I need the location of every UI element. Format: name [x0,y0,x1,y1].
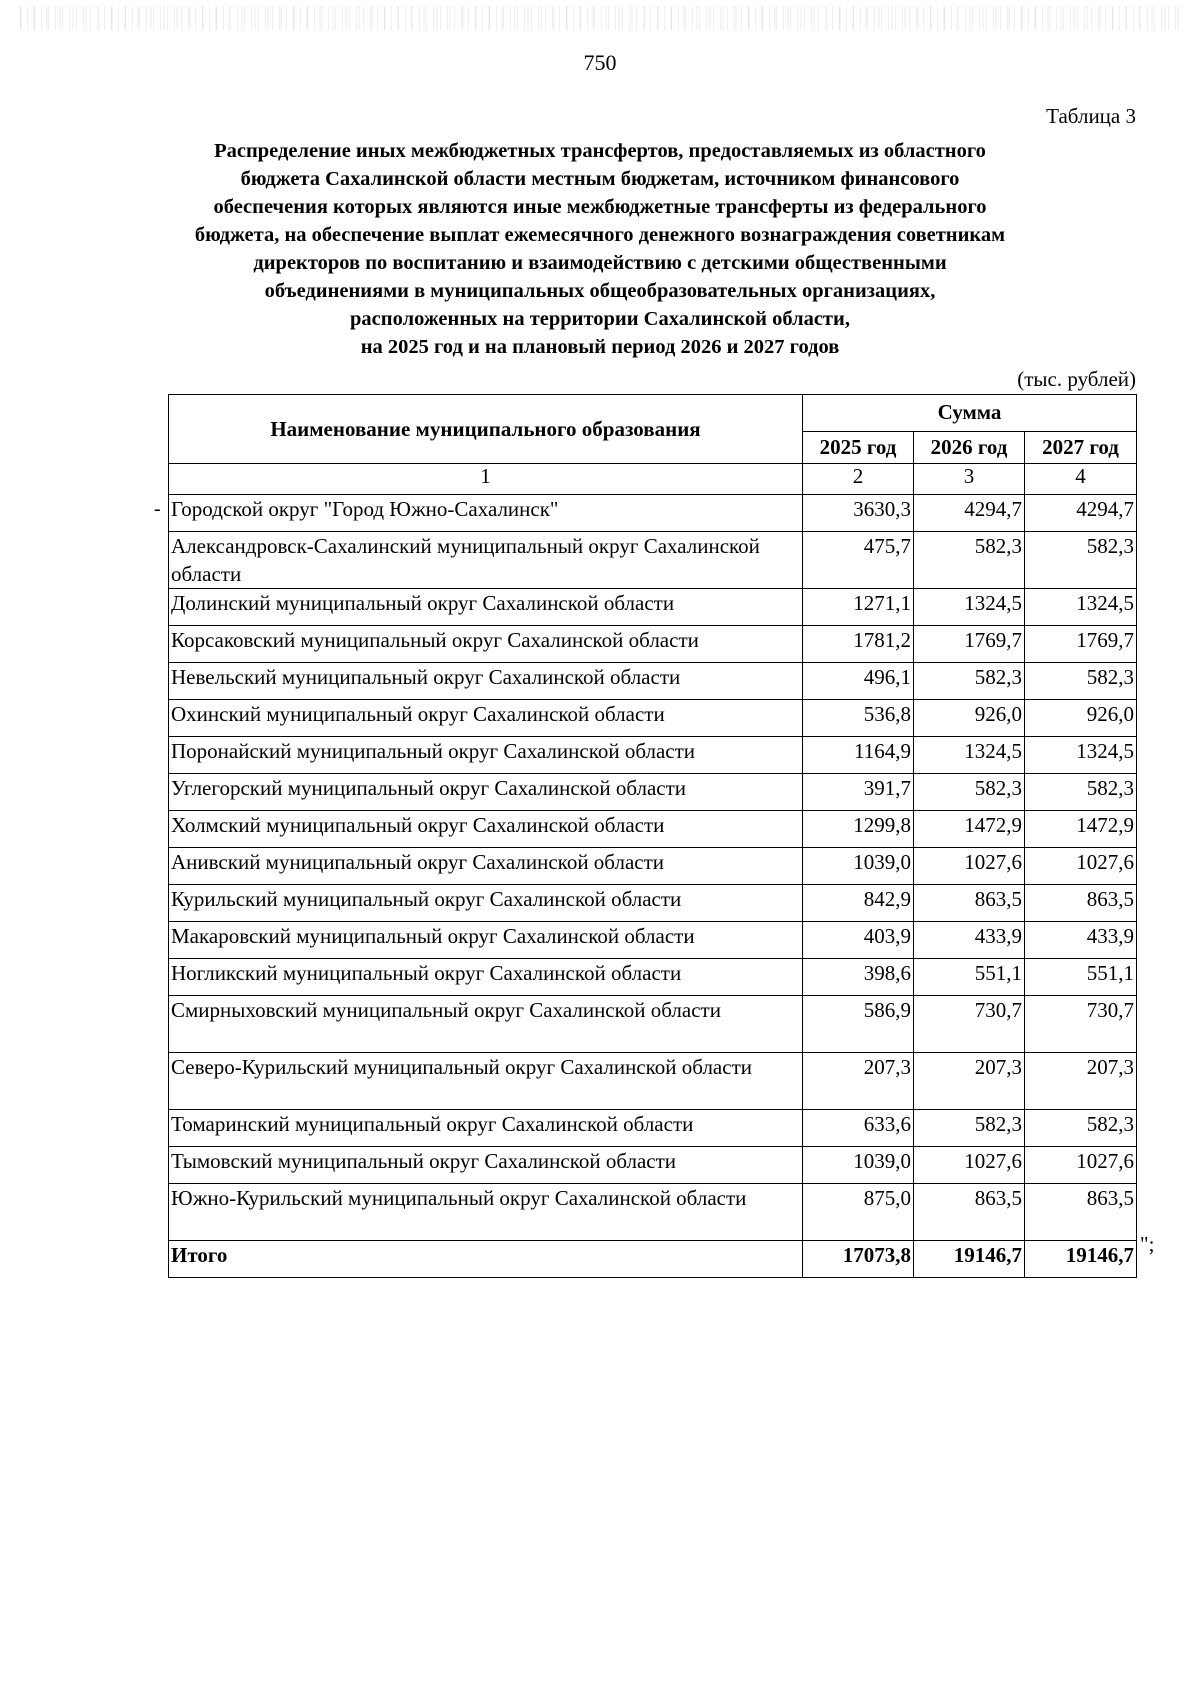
header-municipality: Наименование муниципального образования [169,395,803,464]
total-2025: 17073,8 [803,1241,914,1278]
table-row [169,737,1137,774]
municipality-name: Тымовский муниципальный округ Сахалинской области [169,1147,803,1184]
column-number: 4 [1025,464,1137,495]
title-line: на 2025 год и на плановый период 2026 и 2027 годов [360,336,840,358]
title-line: расположенных на территории Сахалинской области, [350,308,850,330]
units-label: (тыс. рублей) [1017,367,1136,391]
table-row [169,1110,1137,1147]
value-2027: 551,1 [1025,959,1137,996]
municipality-name: Анивский муниципальный округ Сахалинской области [169,848,803,885]
value-2027: 4294,7 [1025,495,1137,532]
title-line: директоров по воспитанию и взаимодействию с детскими общественными [253,252,947,274]
value-2027: 1324,5 [1025,737,1137,774]
value-2027: 730,7 [1025,996,1137,1053]
value-2025: 1164,9 [803,737,914,774]
table-row [169,532,1137,589]
value-2026: 582,3 [914,663,1025,700]
total-row [169,1241,1137,1278]
value-2025: 536,8 [803,700,914,737]
municipality-name: Холмский муниципальный округ Сахалинской области [169,811,803,848]
municipality-name: Смирныховский муниципальный округ Сахалинской области [169,996,803,1053]
value-2025: 586,9 [803,996,914,1053]
title-line: бюджета Сахалинской области местным бюджетам, источником финансового [240,168,960,190]
value-2025: 842,9 [803,885,914,922]
table-row [169,774,1137,811]
value-2026: 863,5 [914,1184,1025,1241]
value-2026: 4294,7 [914,495,1025,532]
value-2025: 1039,0 [803,848,914,885]
value-2027: 582,3 [1025,663,1137,700]
value-2027: 1324,5 [1025,589,1137,626]
value-2025: 1781,2 [803,626,914,663]
table-row [169,1053,1137,1110]
table-row [169,996,1137,1053]
value-2025: 875,0 [803,1184,914,1241]
municipality-name: Александровск-Сахалинский муниципальный округ Сахалинской области [169,532,803,589]
table-row [169,700,1137,737]
value-2027: 582,3 [1025,532,1137,589]
value-2025: 633,6 [803,1110,914,1147]
value-2027: 863,5 [1025,1184,1137,1241]
table-row [169,1147,1137,1184]
header-year-2026: 2026 год [914,431,1025,463]
municipality-name: Городской округ "Город Южно-Сахалинск" [169,495,803,532]
total-2027: 19146,7 [1025,1241,1137,1278]
header-year-2025: 2025 год [803,431,914,463]
page-number: 750 [583,50,617,75]
value-2026: 863,5 [914,885,1025,922]
table-label: Таблица 3 [1046,104,1136,128]
value-2027: 433,9 [1025,922,1137,959]
value-2027: 207,3 [1025,1053,1137,1110]
value-2026: 1324,5 [914,737,1025,774]
table-row [169,495,1137,532]
column-number: 2 [803,464,914,495]
value-2026: 1027,6 [914,1147,1025,1184]
value-2026: 1027,6 [914,848,1025,885]
value-2025: 207,3 [803,1053,914,1110]
table-row [169,663,1137,700]
value-2025: 398,6 [803,959,914,996]
value-2025: 403,9 [803,922,914,959]
municipality-name: Южно-Курильский муниципальный округ Сахалинской области [169,1184,803,1241]
value-2026: 1472,9 [914,811,1025,848]
title-line: обеспечения которых являются иные межбюджетные трансферты из федерального [213,196,987,218]
municipality-name: Углегорский муниципальный округ Сахалинской области [169,774,803,811]
value-2027: 1027,6 [1025,1147,1137,1184]
value-2026: 207,3 [914,1053,1025,1110]
header-year-2027: 2027 год [1025,431,1137,463]
title-line: бюджета, на обеспечение выплат ежемесячного денежного вознаграждения советникам [194,224,1006,246]
value-2027: 1472,9 [1025,811,1137,848]
value-2026: 582,3 [914,774,1025,811]
value-2027: 582,3 [1025,774,1137,811]
municipality-name: Охинский муниципальный округ Сахалинской области [169,700,803,737]
table-row [169,1184,1137,1241]
municipality-name: Долинский муниципальный округ Сахалинской области [169,589,803,626]
scan-noise-strip [20,6,1180,30]
value-2025: 475,7 [803,532,914,589]
municipality-name: Корсаковский муниципальный округ Сахалинской области [169,626,803,663]
value-2026: 1324,5 [914,589,1025,626]
value-2025: 496,1 [803,663,914,700]
value-2025: 1039,0 [803,1147,914,1184]
municipality-name: Северо-Курильский муниципальный округ Сахалинской области [169,1053,803,1110]
value-2025: 3630,3 [803,495,914,532]
value-2025: 1271,1 [803,589,914,626]
document-title [150,137,1050,361]
value-2026: 1769,7 [914,626,1025,663]
table-row [169,848,1137,885]
closing-quote-mark: "; [1140,1232,1155,1256]
total-2026: 19146,7 [914,1241,1025,1278]
title-line: объединениями в муниципальных общеобразовательных организациях, [264,280,936,302]
value-2026: 551,1 [914,959,1025,996]
value-2026: 730,7 [914,996,1025,1053]
municipality-name: Макаровский муниципальный округ Сахалинской области [169,922,803,959]
municipality-name: Курильский муниципальный округ Сахалинской области [169,885,803,922]
value-2026: 582,3 [914,1110,1025,1147]
municipality-name: Ногликский муниципальный округ Сахалинской области [169,959,803,996]
table-row [169,589,1137,626]
value-2027: 1027,6 [1025,848,1137,885]
title-line: Распределение иных межбюджетных трансфертов, предоставляемых из областного [214,140,986,162]
value-2027: 863,5 [1025,885,1137,922]
value-2027: 582,3 [1025,1110,1137,1147]
value-2025: 1299,8 [803,811,914,848]
table-row [169,811,1137,848]
value-2027: 1769,7 [1025,626,1137,663]
municipality-name: Поронайский муниципальный округ Сахалинской области [169,737,803,774]
distribution-table [168,394,1137,1278]
table-row [169,626,1137,663]
table-row [169,885,1137,922]
margin-dash: - [154,498,161,520]
value-2026: 926,0 [914,700,1025,737]
value-2026: 582,3 [914,532,1025,589]
municipality-name: Невельский муниципальный округ Сахалинской области [169,663,803,700]
municipality-name: Томаринский муниципальный округ Сахалинской области [169,1110,803,1147]
header-sum: Сумма [803,395,1137,432]
column-number: 1 [169,464,803,495]
column-number: 3 [914,464,1025,495]
total-label: Итого [169,1241,803,1278]
table-row [169,959,1137,996]
value-2026: 433,9 [914,922,1025,959]
value-2027: 926,0 [1025,700,1137,737]
table-row [169,922,1137,959]
value-2025: 391,7 [803,774,914,811]
